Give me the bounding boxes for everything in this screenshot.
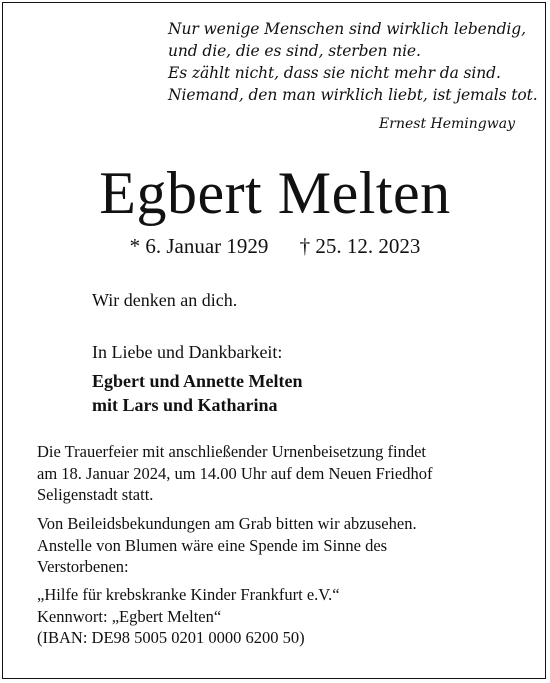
quote-line: Nur wenige Menschen sind wirklich lebendig, bbox=[168, 20, 526, 38]
quote-author: Ernest Hemingway bbox=[379, 116, 515, 132]
mourners-list bbox=[92, 369, 303, 417]
farewell-text: Wir denken an dich. bbox=[92, 290, 238, 310]
deceased-name: Egbert Melten bbox=[99, 160, 451, 226]
mourner-line: Egbert und Annette Melten bbox=[92, 371, 303, 391]
mourner-line: mit Lars und Katharina bbox=[92, 395, 278, 415]
funeral-line: am 18. Januar 2024, um 14.00 Uhr auf dem Neuen Friedhof bbox=[37, 463, 433, 483]
birth-date: * 6. Januar 1929 bbox=[129, 234, 269, 258]
donation-line: (IBAN: DE98 5005 0201 0000 6200 50) bbox=[37, 628, 305, 647]
quote-line: Es zählt nicht, dass sie nicht mehr da sind. bbox=[168, 64, 501, 82]
donation-line: Kennwort: „Egbert Melten“ bbox=[37, 606, 222, 626]
donation-line: „Hilfe für krebskranke Kinder Frankfurt e.V.“ bbox=[37, 585, 340, 604]
donation-info bbox=[37, 584, 527, 649]
life-dates bbox=[0, 234, 550, 259]
quote-line: Niemand, den man wirklich liebt, ist jemals tot. bbox=[168, 86, 538, 104]
funeral-info bbox=[37, 441, 527, 506]
condolence-line: Anstelle von Blumen wäre eine Spende im Sinne des bbox=[37, 535, 388, 555]
quote-line: und die, die es sind, sterben nie. bbox=[168, 42, 421, 60]
gratitude-text: In Liebe und Dankbarkeit: bbox=[92, 342, 283, 362]
condolence-line: Verstorbenen: bbox=[37, 557, 129, 576]
funeral-line: Seligenstadt statt. bbox=[37, 485, 154, 504]
condolence-info bbox=[37, 513, 527, 578]
epigraph-quote bbox=[168, 18, 538, 106]
condolence-line: Von Beileidsbekundungen am Grab bitten wir abzusehen. bbox=[37, 514, 417, 533]
funeral-line: Die Trauerfeier mit anschließender Urnenbeisetzung findet bbox=[37, 442, 426, 461]
death-date: † 25. 12. 2023 bbox=[299, 234, 421, 258]
